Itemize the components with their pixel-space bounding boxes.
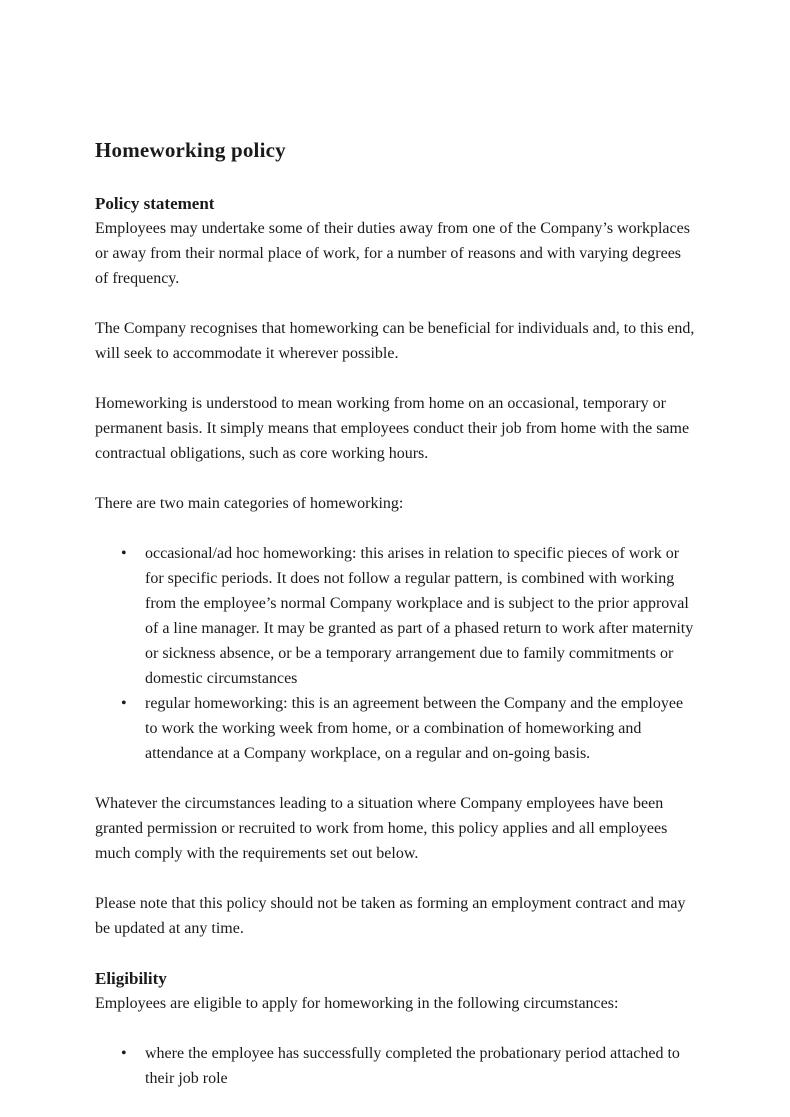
policy-statement-paragraph-6: Please note that this policy should not be taken as forming an employment contract and may be updated at any time. <box>95 895 686 938</box>
policy-statement-paragraph-1: Employees may undertake some of their duties away from one of the Company’s workplaces or away from their normal place of work, for a number of reasons and with varying degrees of frequency. <box>95 220 690 288</box>
section-eligibility <box>95 966 695 1091</box>
policy-statement-paragraph-2: The Company recognises that homeworking can be beneficial for individuals and, to this end, will seek to accommodate it wherever possible. <box>95 320 695 363</box>
homeworking-categories-list <box>95 541 695 766</box>
section-policy-statement <box>95 191 695 941</box>
document-title: Homeworking policy <box>95 138 286 162</box>
eligibility-heading: Eligibility <box>95 969 167 989</box>
eligibility-paragraph-1: Employees are eligible to apply for homeworking in the following circumstances: <box>95 995 619 1013</box>
list-item-probationary-period: • where the employee has successfully completed the probationary period attached to their job role <box>145 1041 695 1091</box>
list-item-regular-homeworking: • regular homeworking: this is an agreement between the Company and the employee to work the working week from home, or a combination of homeworking and attendance at a Company workplace, on a regular and on-going basis. <box>145 691 695 766</box>
policy-statement-paragraph-5: Whatever the circumstances leading to a situation where Company employees have been granted permission or recruited to work from home, this policy applies and all employees much comply with the requirements set out below. <box>95 795 668 863</box>
policy-statement-paragraph-4: There are two main categories of homeworking: <box>95 495 404 513</box>
list-item-occasional-homeworking: • occasional/ad hoc homeworking: this arises in relation to specific pieces of work or for specific periods. It does not follow a regular pattern, is combined with working from the employee’s normal Company workplace and is subject to the prior approval of a line manager. It may be granted as part of a phased return to work after maternity or sickness absence, or be a temporary arrangement due to family commitments or domestic circumstances <box>145 541 695 691</box>
policy-statement-heading: Policy statement <box>95 194 215 214</box>
eligibility-criteria-list <box>95 1041 695 1091</box>
policy-statement-paragraph-3: Homeworking is understood to mean working from home on an occasional, temporary or permanent basis. It simply means that employees conduct their job from home with the same contractual obligations, such as core working hours. <box>95 395 690 463</box>
